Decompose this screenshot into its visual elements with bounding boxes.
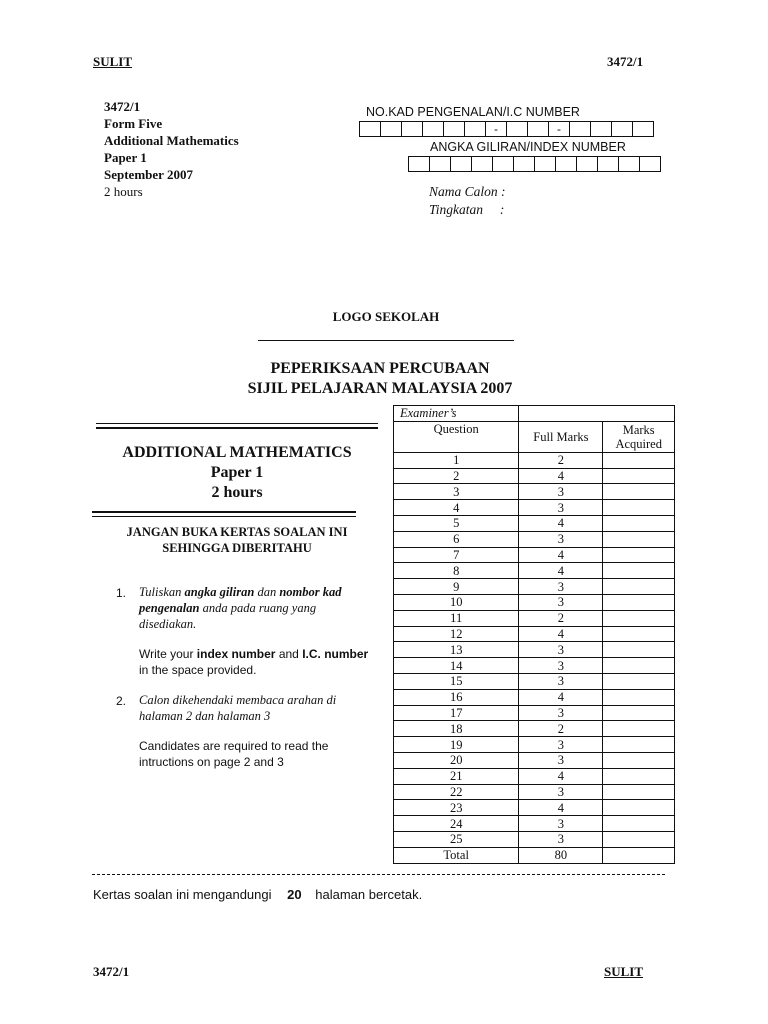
full-marks-cell: 3	[519, 579, 603, 595]
full-marks-cell: 3	[519, 705, 603, 721]
title-top-rule-2	[96, 427, 378, 429]
question-cell: 13	[394, 642, 519, 658]
marks-acquired-cell[interactable]	[603, 816, 675, 832]
total-full-marks: 80	[519, 847, 603, 863]
marks-acquired-cell[interactable]	[603, 768, 675, 784]
marks-acquired-cell[interactable]	[603, 737, 675, 753]
full-marks-cell: 3	[519, 484, 603, 500]
marks-acquired-cell[interactable]	[603, 752, 675, 768]
table-row	[394, 626, 675, 642]
index-box[interactable]	[555, 156, 577, 172]
ic-box[interactable]	[527, 121, 549, 137]
table-row	[394, 784, 675, 800]
full-marks-cell: 3	[519, 642, 603, 658]
page-count-note	[93, 887, 422, 902]
table-row	[394, 673, 675, 689]
full-marks-cell: 4	[519, 626, 603, 642]
marks-acquired-cell[interactable]	[603, 547, 675, 563]
title-bottom-rule-1	[92, 511, 356, 513]
question-cell: 22	[394, 784, 519, 800]
marks-acquired-cell[interactable]	[603, 784, 675, 800]
table-row	[394, 468, 675, 484]
header-code: 3472/1	[607, 54, 644, 69]
question-cell: 14	[394, 658, 519, 674]
index-box[interactable]	[429, 156, 451, 172]
marks-acquired-cell[interactable]	[603, 579, 675, 595]
question-cell: 16	[394, 689, 519, 705]
ic-box[interactable]	[611, 121, 633, 137]
paper-duration: 2 hours	[211, 484, 263, 501]
table-row	[394, 800, 675, 816]
ic-box[interactable]: -	[548, 121, 570, 137]
table-row	[394, 547, 675, 563]
question-cell: 11	[394, 610, 519, 626]
examiner-table	[393, 405, 675, 864]
full-marks-cell: 4	[519, 563, 603, 579]
marks-acquired-cell[interactable]	[603, 515, 675, 531]
info-duration: 2 hours	[104, 184, 143, 199]
full-marks-cell: 4	[519, 468, 603, 484]
full-marks-cell: 3	[519, 784, 603, 800]
marks-acquired-cell[interactable]	[603, 626, 675, 642]
ic-box[interactable]	[464, 121, 486, 137]
index-label: ANGKA GILIRAN/INDEX NUMBER	[430, 140, 626, 154]
ic-box[interactable]	[443, 121, 465, 137]
instruction-1-num: 1.	[116, 586, 127, 600]
table-row	[394, 500, 675, 516]
info-form: Form Five	[104, 116, 163, 131]
header-sulit: SULIT	[93, 54, 133, 69]
info-subject: Additional Mathematics	[104, 133, 239, 148]
footer-code: 3472/1	[93, 964, 130, 979]
examiner-title: Examiner’s	[400, 406, 457, 421]
full-marks-cell: 4	[519, 515, 603, 531]
marks-acquired-cell[interactable]	[603, 594, 675, 610]
marks-acquired-cell[interactable]	[603, 721, 675, 737]
table-row	[394, 705, 675, 721]
paper-number: Paper 1	[210, 464, 264, 481]
table-row	[394, 768, 675, 784]
marks-acquired-cell[interactable]	[603, 673, 675, 689]
full-marks-cell: 3	[519, 594, 603, 610]
ic-label: NO.KAD PENGENALAN/I.C NUMBER	[366, 105, 580, 119]
index-box[interactable]	[534, 156, 556, 172]
ic-box[interactable]	[590, 121, 612, 137]
instruction-2-english: Candidates are required to read the intructions on page 2 and 3	[139, 739, 329, 769]
question-cell: 21	[394, 768, 519, 784]
question-cell: 23	[394, 800, 519, 816]
total-row	[394, 847, 675, 863]
full-marks-cell: 4	[519, 547, 603, 563]
table-row	[394, 752, 675, 768]
warning-line1: JANGAN BUKA KERTAS SOALAN INI	[126, 525, 348, 539]
instruction-2-malay: Calon dikehendaki membaca arahan di halaman 2 dan halaman 3	[139, 693, 337, 723]
index-box[interactable]	[618, 156, 640, 172]
school-logo-text: LOGO SEKOLAH	[332, 309, 440, 324]
question-cell: 17	[394, 705, 519, 721]
marks-acquired-cell[interactable]	[603, 689, 675, 705]
ic-box[interactable]	[506, 121, 528, 137]
table-row	[394, 721, 675, 737]
marks-acquired-cell[interactable]	[603, 468, 675, 484]
full-marks-cell: 3	[519, 816, 603, 832]
table-row	[394, 515, 675, 531]
full-marks-cell: 3	[519, 658, 603, 674]
full-marks-cell: 4	[519, 800, 603, 816]
ic-box[interactable]	[359, 121, 381, 137]
table-row	[394, 737, 675, 753]
question-cell: 25	[394, 831, 519, 847]
marks-acquired-cell[interactable]	[603, 831, 675, 847]
index-box[interactable]	[492, 156, 514, 172]
examiner-title-row	[394, 406, 675, 422]
dashed-separator	[92, 874, 665, 875]
info-block	[104, 98, 239, 200]
table-row	[394, 531, 675, 547]
examiner-header-row	[394, 421, 675, 452]
index-number-boxes[interactable]	[409, 156, 661, 172]
full-marks-cell: 3	[519, 752, 603, 768]
table-row	[394, 579, 675, 595]
question-cell: 9	[394, 579, 519, 595]
table-row	[394, 484, 675, 500]
table-row	[394, 594, 675, 610]
total-label: Total	[394, 847, 519, 863]
marks-acquired-cell[interactable]	[603, 610, 675, 626]
page-count-prefix: Kertas soalan ini mengandungi	[93, 887, 272, 902]
marks-acquired-cell[interactable]	[603, 484, 675, 500]
full-marks-cell: 2	[519, 610, 603, 626]
question-cell: 2	[394, 468, 519, 484]
question-cell: 20	[394, 752, 519, 768]
info-code: 3472/1	[104, 99, 141, 114]
page-count: 20	[287, 887, 302, 902]
name-label: Nama Calon :	[429, 184, 506, 199]
question-cell: 7	[394, 547, 519, 563]
index-box[interactable]	[408, 156, 430, 172]
exam-title	[180, 359, 580, 399]
table-row	[394, 658, 675, 674]
paper-subject: ADDITIONAL MATHEMATICS	[122, 444, 352, 461]
ic-box[interactable]	[569, 121, 591, 137]
index-box[interactable]	[597, 156, 619, 172]
question-cell: 19	[394, 737, 519, 753]
marks-acquired-cell[interactable]	[603, 531, 675, 547]
question-cell: 10	[394, 594, 519, 610]
footer-sulit: SULIT	[604, 964, 644, 979]
ic-box[interactable]: -	[485, 121, 507, 137]
warning-line2: SEHINGGA DIBERITAHU	[162, 541, 312, 555]
question-cell: 3	[394, 484, 519, 500]
instruction-1-malay: Tuliskan angka giliran dan nombor kad pengenalan anda pada ruang yang disediakan.	[139, 585, 342, 631]
marks-acquired-cell[interactable]	[603, 800, 675, 816]
page-count-suffix: halaman bercetak.	[315, 887, 423, 902]
table-row	[394, 610, 675, 626]
index-box[interactable]	[450, 156, 472, 172]
full-marks-cell: 2	[519, 452, 603, 468]
total-marks-acquired[interactable]	[603, 847, 675, 863]
form-label: Tingkatan :	[429, 202, 505, 217]
question-cell: 5	[394, 515, 519, 531]
header-marks-acquired: Marks Acquired	[603, 421, 675, 452]
index-box[interactable]	[513, 156, 535, 172]
ic-box[interactable]	[401, 121, 423, 137]
logo-line	[258, 340, 514, 341]
full-marks-cell: 3	[519, 737, 603, 753]
full-marks-cell: 3	[519, 831, 603, 847]
paper-title	[96, 443, 378, 503]
index-box[interactable]	[576, 156, 598, 172]
table-row	[394, 642, 675, 658]
index-box[interactable]	[639, 156, 661, 172]
full-marks-cell: 4	[519, 689, 603, 705]
question-cell: 8	[394, 563, 519, 579]
question-cell: 24	[394, 816, 519, 832]
title-top-rule-1	[96, 423, 378, 424]
index-box[interactable]	[471, 156, 493, 172]
question-cell: 15	[394, 673, 519, 689]
instruction-1-english: Write your index number and I.C. number in the space provided.	[139, 647, 369, 677]
question-cell: 6	[394, 531, 519, 547]
ic-number-boxes[interactable]	[360, 121, 654, 137]
marks-acquired-cell[interactable]	[603, 658, 675, 674]
title-bottom-rule-2	[92, 516, 356, 517]
info-paper: Paper 1	[104, 150, 147, 165]
warning	[96, 524, 378, 556]
header-full-marks: Full Marks	[519, 421, 603, 452]
instruction-2-num: 2.	[116, 694, 127, 708]
exam-title-line1: PEPERIKSAAN PERCUBAAN	[270, 360, 490, 377]
info-date: September 2007	[104, 167, 193, 182]
question-cell: 4	[394, 500, 519, 516]
question-cell: 12	[394, 626, 519, 642]
exam-title-line2: SIJIL PELAJARAN MALAYSIA 2007	[247, 380, 513, 397]
full-marks-cell: 3	[519, 531, 603, 547]
question-cell: 1	[394, 452, 519, 468]
marks-acquired-cell[interactable]	[603, 563, 675, 579]
marks-acquired-cell[interactable]	[603, 642, 675, 658]
full-marks-cell: 2	[519, 721, 603, 737]
full-marks-cell: 4	[519, 768, 603, 784]
instruction-1	[139, 584, 375, 678]
marks-acquired-cell[interactable]	[603, 452, 675, 468]
table-row	[394, 689, 675, 705]
instruction-2	[139, 692, 375, 770]
header-question: Question	[394, 421, 519, 452]
table-row	[394, 563, 675, 579]
question-cell: 18	[394, 721, 519, 737]
full-marks-cell: 3	[519, 500, 603, 516]
ic-box[interactable]	[380, 121, 402, 137]
marks-acquired-cell[interactable]	[603, 705, 675, 721]
marks-acquired-cell[interactable]	[603, 500, 675, 516]
ic-box[interactable]	[422, 121, 444, 137]
table-row	[394, 831, 675, 847]
table-row	[394, 816, 675, 832]
full-marks-cell: 3	[519, 673, 603, 689]
ic-box[interactable]	[632, 121, 654, 137]
table-row	[394, 452, 675, 468]
